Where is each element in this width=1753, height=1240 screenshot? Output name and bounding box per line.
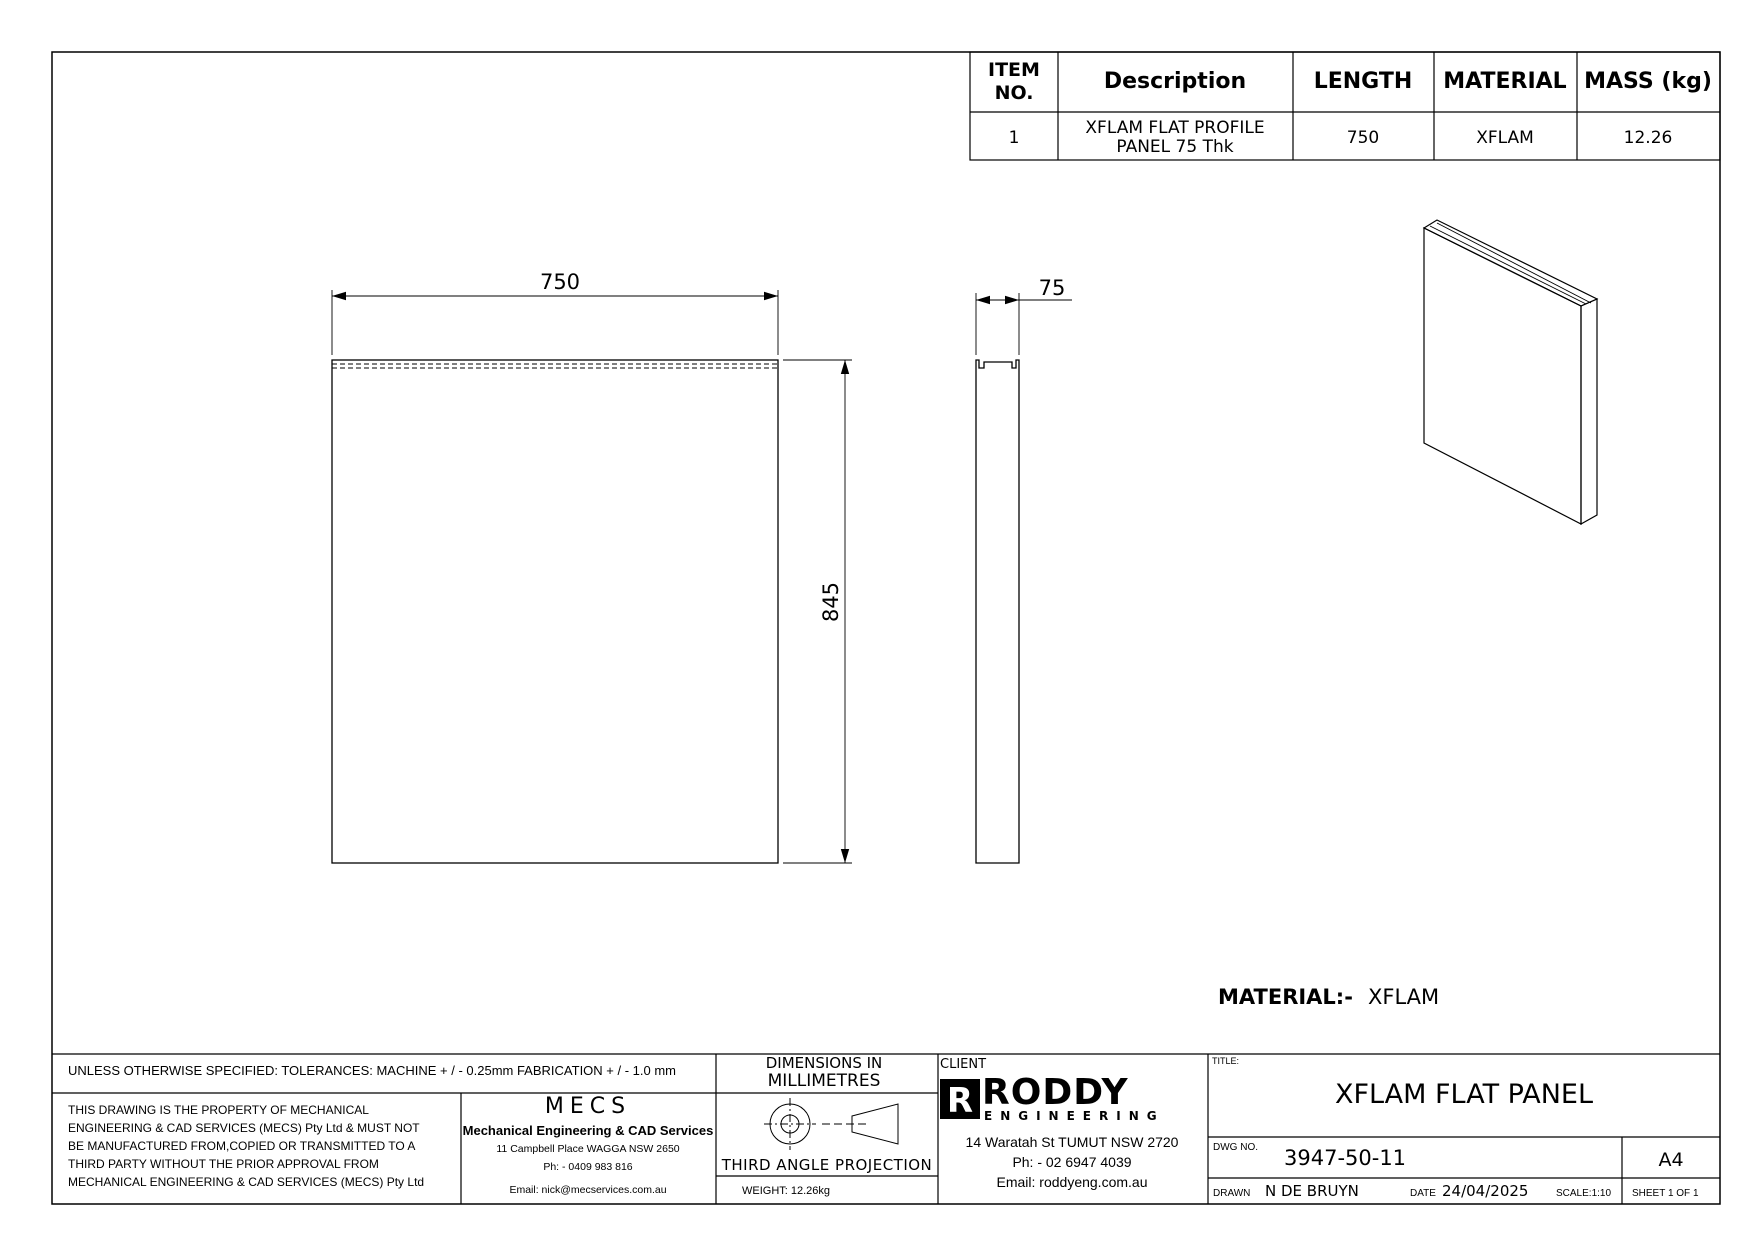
drawing-date: 24/04/2025	[1442, 1182, 1529, 1200]
third-angle-projection-icon	[764, 1098, 898, 1150]
thickness-dimension-text: 75	[1038, 276, 1066, 300]
dwg-no: 3947-50-11	[1284, 1146, 1407, 1170]
drawing-scale: SCALE:1:10	[1556, 1188, 1612, 1199]
drawn-label: DRAWN	[1213, 1188, 1251, 1199]
client-email: Email: roddyeng.com.au	[996, 1174, 1148, 1190]
sheet-number: SHEET 1 OF 1	[1632, 1188, 1699, 1199]
drawn-by: N DE BRUYN	[1265, 1182, 1359, 1200]
date-label: DATE	[1410, 1188, 1436, 1199]
isometric-view	[1424, 220, 1597, 524]
height-dimension-text: 845	[819, 581, 843, 623]
property-notice-2: ENGINEERING & CAD SERVICES (MECS) Pty Ltd & MUST NOT	[68, 1121, 420, 1135]
dwg-no-label: DWG NO.	[1213, 1142, 1258, 1153]
property-notice-4: THIRD PARTY WITHOUT THE PRIOR APPROVAL FROM	[68, 1157, 379, 1171]
material-note	[1218, 985, 1439, 1009]
mecs-name: Mechanical Engineering & CAD Services	[462, 1123, 714, 1138]
material-note-label: MATERIAL:-	[1218, 985, 1353, 1009]
weight-label: WEIGHT: 12.26kg	[742, 1185, 831, 1197]
bom-row-mass: 12.26	[1623, 128, 1673, 148]
property-notice-3: BE MANUFACTURED FROM,COPIED OR TRANSMITTED TO A	[68, 1139, 416, 1153]
sheet-size: A4	[1658, 1149, 1684, 1171]
bom-header-description: Description	[1103, 69, 1247, 94]
property-notice-1: THIS DRAWING IS THE PROPERTY OF MECHANICAL	[68, 1103, 369, 1117]
tolerances-note: UNLESS OTHERWISE SPECIFIED: TOLERANCES: MACHINE + / - 0.25mm FABRICATION + / - 1.0 mm	[68, 1063, 676, 1078]
bom-header-item: ITEM	[988, 59, 1040, 81]
units-line-2: MILLIMETRES	[767, 1071, 881, 1091]
roddy-logo-letter: R	[946, 1081, 974, 1121]
bom-header-mass: MASS (kg)	[1584, 69, 1712, 94]
bom-row-item: 1	[1008, 128, 1020, 148]
bom-row-description-1: XFLAM FLAT PROFILE	[1085, 118, 1265, 138]
mecs-email: Email: nick@mecservices.com.au	[509, 1184, 667, 1196]
bom-header-length: LENGTH	[1313, 69, 1413, 94]
bom-row-description-2: PANEL 75 Thk	[1116, 137, 1234, 157]
bom-table	[970, 52, 1720, 160]
bom-row-length: 750	[1346, 128, 1380, 148]
side-view	[976, 276, 1072, 863]
projection-label: THIRD ANGLE PROJECTION	[721, 1156, 933, 1174]
roddy-logo-sub: ENGINEERING	[984, 1109, 1165, 1123]
client-address: 14 Waratah St TUMUT NSW 2720	[965, 1134, 1179, 1150]
property-notice-5: MECHANICAL ENGINEERING & CAD SERVICES (MECS) Pty Ltd	[68, 1175, 425, 1189]
drawing-title: XFLAM FLAT PANEL	[1334, 1079, 1594, 1110]
bom-header-material: MATERIAL	[1443, 69, 1567, 94]
client-phone: Ph: - 02 6947 4039	[1012, 1154, 1132, 1170]
front-view	[332, 270, 852, 863]
title-label: TITLE:	[1212, 1056, 1240, 1066]
width-dimension-text: 750	[539, 270, 581, 294]
mecs-phone: Ph: - 0409 983 816	[543, 1161, 633, 1173]
sheet-border	[52, 52, 1720, 1204]
mecs-address: 11 Campbell Place WAGGA NSW 2650	[496, 1143, 680, 1155]
material-note-value: XFLAM	[1368, 985, 1440, 1009]
roddy-logo-name: RODDY	[982, 1072, 1129, 1113]
client-label: CLIENT	[940, 1057, 987, 1072]
mecs-logo: MECS	[544, 1094, 632, 1119]
units-line-1: DIMENSIONS IN	[765, 1054, 883, 1072]
bom-row-material: XFLAM	[1476, 128, 1534, 148]
bom-header-no: NO.	[994, 82, 1034, 104]
roddy-logo	[940, 1072, 1165, 1123]
